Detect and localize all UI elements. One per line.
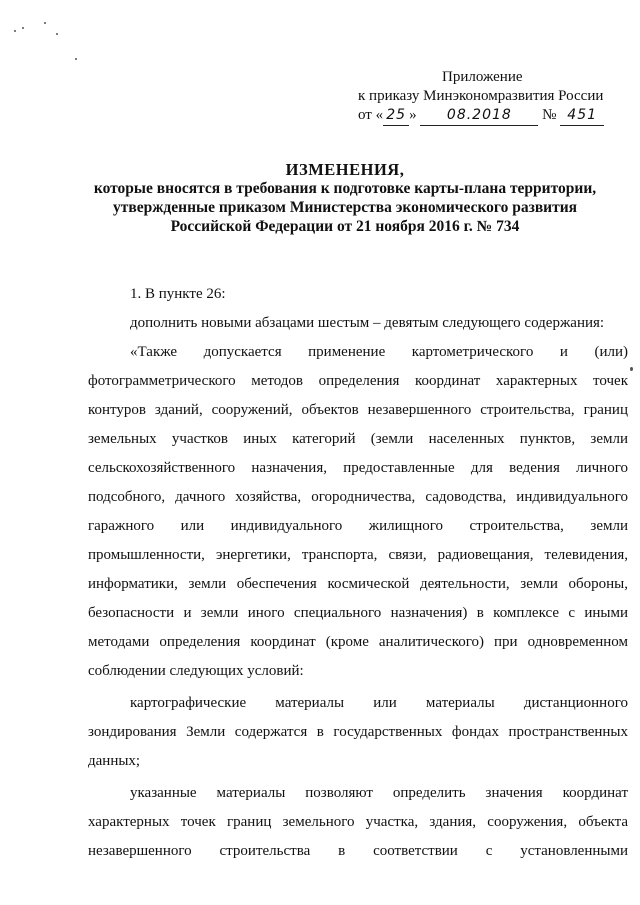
body-line: характерных точек границ земельного участка, здания, сооружения, объекта xyxy=(88,814,628,830)
heading-line-1: которые вносятся в требования к подготовке карты-плана территории, xyxy=(93,180,597,197)
annex-order-ref: к приказу Минэкономразвития России xyxy=(358,88,604,104)
body-line: безопасности и земли иного специального назначения) в комплексе с иными xyxy=(88,605,628,621)
body-line: дополнить новыми абзацами шестым – девятым следующего содержания: xyxy=(130,315,605,331)
body-line: данных; xyxy=(88,753,141,769)
body-line: методами определения координат (кроме аналитического) при одновременном xyxy=(88,634,628,650)
body-line: земельных участков иных категорий (земли населенных пунктов, земли xyxy=(88,431,628,447)
date-prefix: от « xyxy=(358,107,384,123)
body-line: зондирования Земли содержатся в государственных фондах пространственных xyxy=(88,724,628,740)
scan-speck xyxy=(630,367,633,371)
body-line: промышленности, энергетики, транспорта, связи, радиовещания, телевидения, xyxy=(88,547,628,563)
body-line: незавершенного строительства в соответствии с установленными xyxy=(88,843,628,859)
body-line: сельскохозяйственного назначения, предоставленные для ведения личного xyxy=(88,460,628,476)
body-line: 1. В пункте 26: xyxy=(130,286,226,302)
body-line: картографические материалы или материалы дистанционного xyxy=(130,695,628,711)
body-line: «Также допускается применение картометрического и (или) xyxy=(130,344,628,360)
annex-date-line xyxy=(358,106,620,126)
scan-speck xyxy=(56,33,58,35)
heading-title: ИЗМЕНЕНИЯ, xyxy=(285,160,405,179)
body-line: указанные материалы позволяют определить значения координат xyxy=(130,785,628,801)
body-line: соблюдении следующих условий: xyxy=(88,663,304,679)
scan-speck xyxy=(44,22,46,24)
body-line: фотограмметрического методов определения координат характерных точек xyxy=(88,373,628,389)
order-number: 451 xyxy=(560,106,604,126)
body-line: гаражного или индивидуального жилищного строительства, земли xyxy=(88,518,628,534)
scan-speck xyxy=(75,58,77,60)
date-month-year: 08.2018 xyxy=(420,106,538,126)
heading-line-2: утвержденные приказом Министерства экономического развития xyxy=(112,199,578,216)
document-heading xyxy=(60,160,630,236)
document-body xyxy=(88,284,628,870)
body-line: подсобного, дачного хозяйства, огородничества, садоводства, индивидуального xyxy=(88,489,628,505)
scan-speck xyxy=(14,30,16,32)
date-day: 25 xyxy=(383,106,409,126)
date-sep: » xyxy=(409,107,417,123)
scan-speck xyxy=(22,27,24,29)
body-line: контуров зданий, сооружений, объектов незавершенного строительства, границ xyxy=(88,402,628,418)
number-label: № xyxy=(542,107,557,123)
body-line: информатики, земли обеспечения космической деятельности, земли обороны, xyxy=(88,576,628,592)
heading-line-3: Российской Федерации от 21 ноября 2016 г. № 734 xyxy=(170,218,520,235)
annex-block xyxy=(350,68,620,126)
annex-title: Приложение xyxy=(442,69,523,85)
